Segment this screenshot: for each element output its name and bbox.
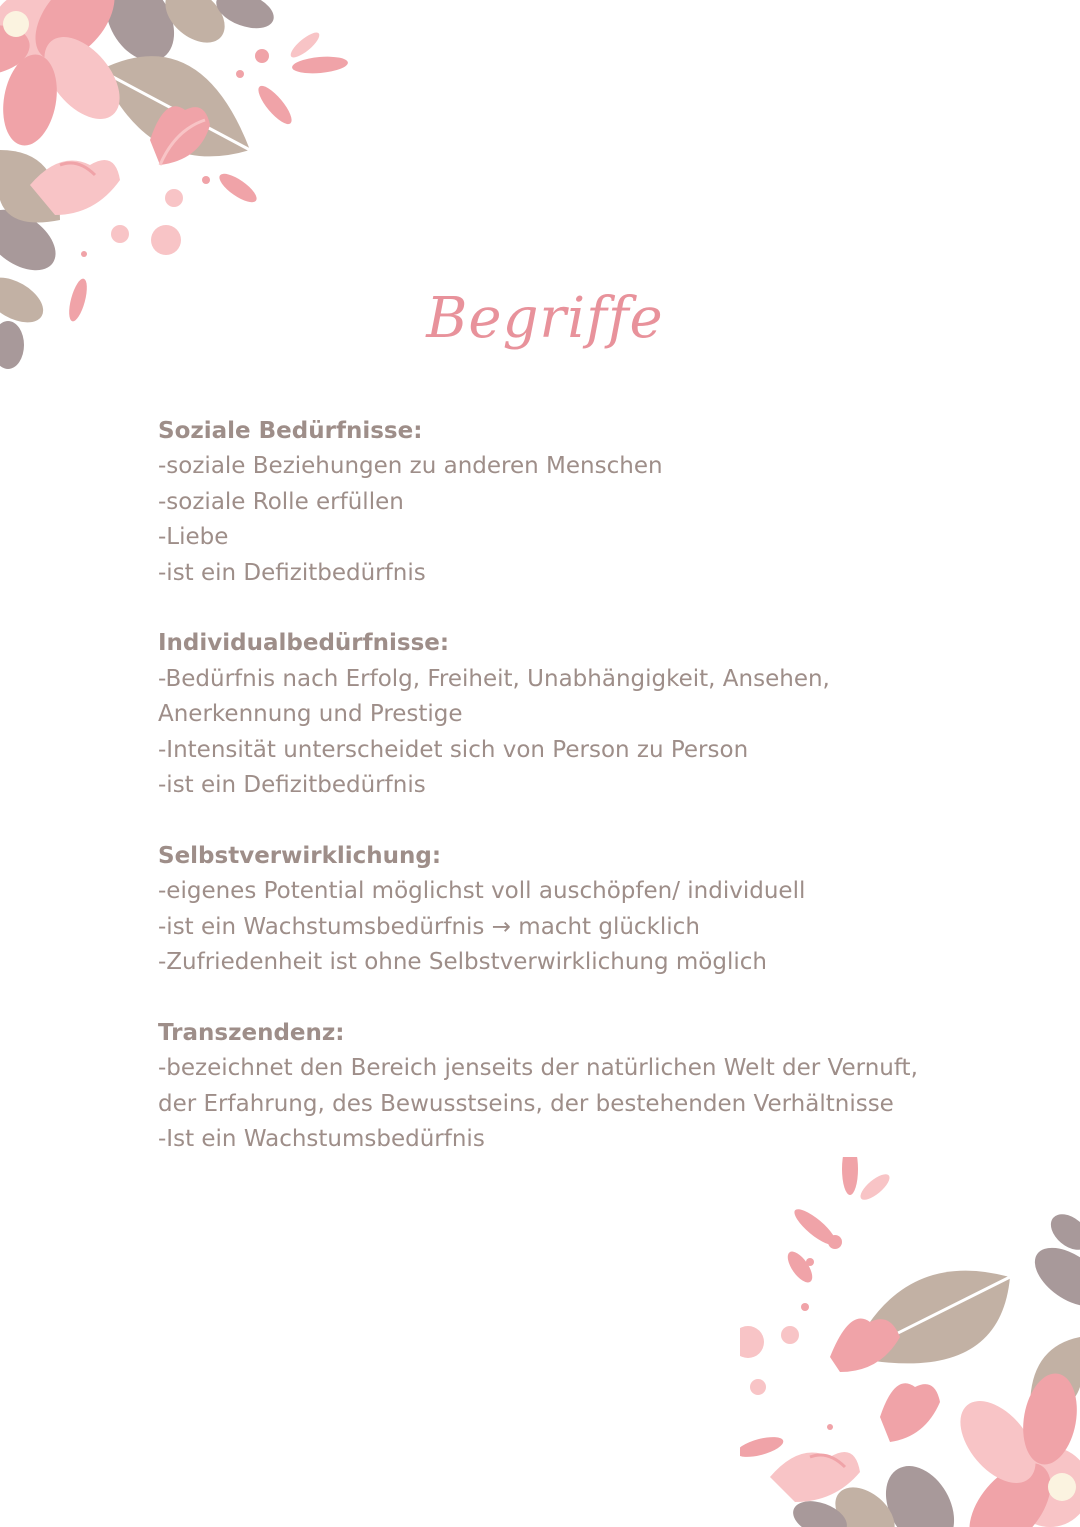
section-line: -Liebe (158, 524, 229, 551)
section-heading: Selbstverwirklichung: (158, 842, 442, 869)
section-heading: Transzendenz: (158, 1019, 345, 1046)
section-line: -ist ein Defizitbedürfnis (158, 772, 426, 799)
section-transzendenz (158, 1016, 948, 1158)
section-individualbeduerfnisse (158, 626, 948, 803)
section-line: -Ist ein Wachstumsbedürfnis (158, 1126, 485, 1153)
section-selbstverwirklichung (158, 839, 948, 981)
section-line: -soziale Rolle erfüllen (158, 488, 404, 515)
terms-list (158, 414, 948, 1193)
section-line: -Bedürfnis nach Erfolg, Freiheit, Unabhängigkeit, Ansehen, Anerkennung und Prestige (158, 665, 830, 728)
floral-corner-bottom-right-icon (740, 1157, 1080, 1527)
section-line: -soziale Beziehungen zu anderen Menschen (158, 453, 663, 480)
section-line: -Zufriedenheit ist ohne Selbstverwirklichung möglich (158, 949, 767, 976)
section-soziale-beduerfnisse (158, 414, 948, 591)
section-line: -Intensität unterscheidet sich von Person zu Person (158, 736, 749, 763)
section-line: -bezeichnet den Bereich jenseits der natürlichen Welt der Vernuft, der Erfahrung, des Bewusstseins, der bestehenden Verhältnisse (158, 1055, 918, 1117)
page-title: Begriffe (426, 286, 664, 351)
section-line: -ist ein Defizitbedürfnis (158, 559, 426, 586)
section-heading: Soziale Bedürfnisse: (158, 418, 423, 444)
section-heading: Individualbedürfnisse: (158, 630, 450, 657)
section-line: -ist ein Wachstumsbedürfnis → macht glücklich (158, 913, 700, 940)
section-line: -eigenes Potential möglichst voll auschöpfen/ individuell (158, 878, 806, 905)
